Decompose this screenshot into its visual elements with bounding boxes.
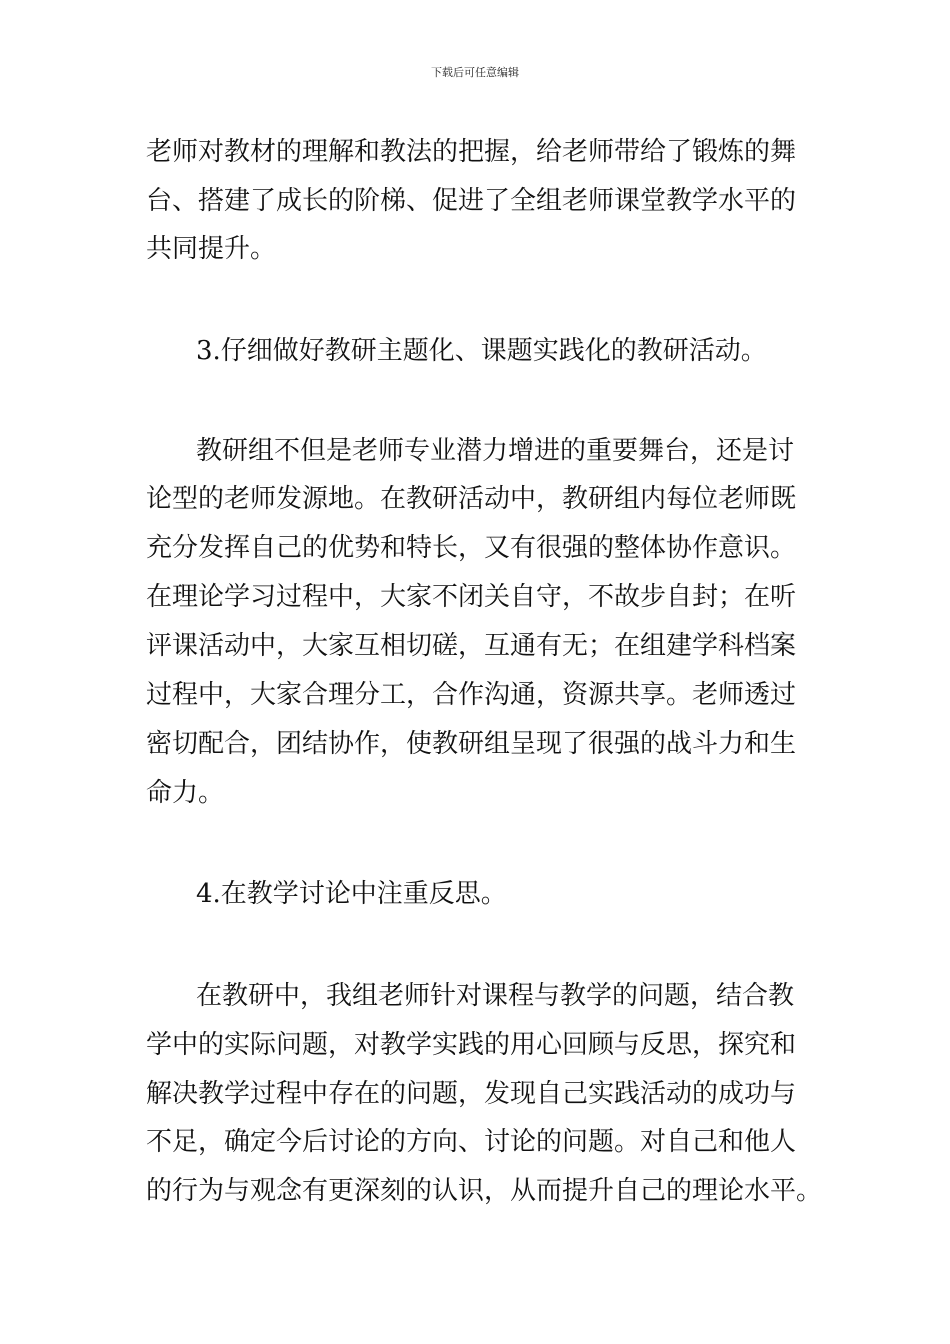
paragraph-line: 教研组不但是老师专业潜力增进的重要舞台，还是讨: [196, 436, 795, 466]
section-heading-3: 3.仔细做好教研主题化、课题实践化的教研活动。: [196, 336, 767, 366]
section-heading-4: 4.在教学讨论中注重反思。: [196, 879, 507, 909]
paragraph-line: 不足，确定今后讨论的方向、讨论的问题。对自己和他人: [146, 1127, 797, 1157]
paragraph-line: 命力。: [146, 778, 225, 808]
paragraph-line: 评课活动中，大家互相切磋，互通有无；在组建学科档案: [146, 631, 797, 661]
paragraph-line: 过程中，大家合理分工，合作沟通，资源共享。老师透过: [146, 680, 797, 710]
paragraph-line: 的行为与观念有更深刻的认识，从而提升自己的理论水平。: [146, 1176, 823, 1206]
paragraph-line: 密切配合，团结协作，使教研组呈现了很强的战斗力和生: [146, 729, 797, 759]
paragraph-line: 解决教学过程中存在的问题，发现自己实践活动的成功与: [146, 1079, 797, 1109]
page-header: 下载后可任意编辑: [431, 66, 519, 79]
paragraph-line: 论型的老师发源地。在教研活动中，教研组内每位老师既: [146, 484, 797, 514]
paragraph-line: 在教研中，我组老师针对课程与教学的问题，结合教: [196, 981, 795, 1011]
paragraph-line: 在理论学习过程中，大家不闭关自守，不故步自封；在听: [146, 582, 797, 612]
paragraph-line: 老师对教材的理解和教法的把握，给老师带给了锻炼的舞: [146, 137, 797, 167]
paragraph-line: 共同提升。: [146, 234, 277, 264]
paragraph-line: 充分发挥自己的优势和特长，又有很强的整体协作意识。: [146, 533, 797, 563]
paragraph-line: 台、搭建了成长的阶梯、促进了全组老师课堂教学水平的: [146, 186, 797, 216]
paragraph-line: 学中的实际问题，对教学实践的用心回顾与反思，探究和: [146, 1030, 797, 1060]
